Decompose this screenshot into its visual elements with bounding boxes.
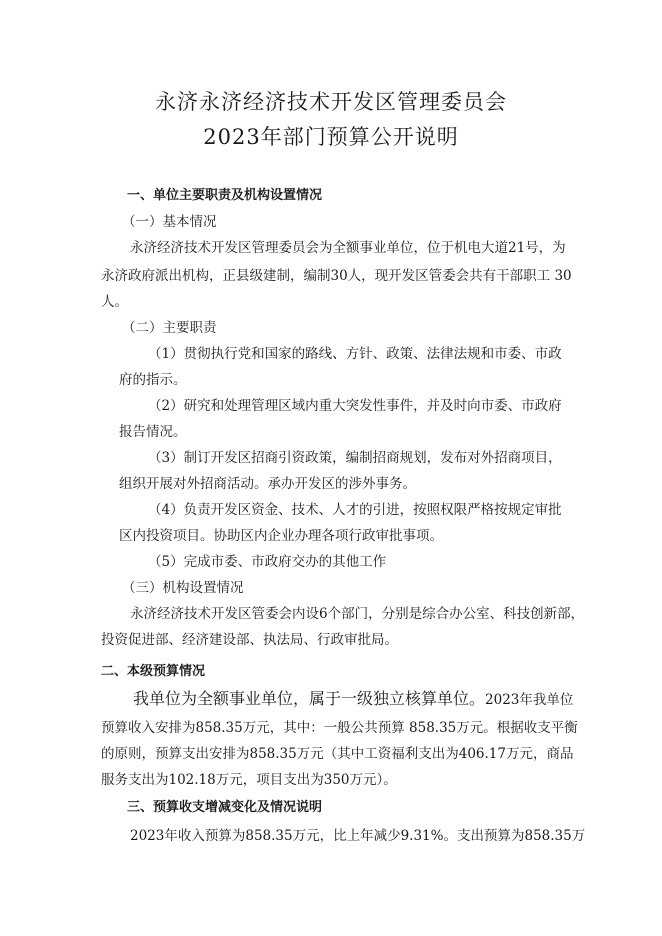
paragraph-line: 的原则，预算支出安排为858.35万元（其中工资福利支出为406.17万元，商品: [101, 746, 574, 762]
paragraph-line: 服务支出为102.18万元，项目支出为350万元）。: [101, 772, 397, 788]
section1-sub2-heading: （二）主要职责: [122, 320, 217, 336]
document-title-line1: 永济永济经济技术开发区管理委员会: [155, 90, 507, 114]
duty-item-2-line1: （2）研究和处理管理区域内重大突发性事件，并及时向市委、市政府: [148, 398, 562, 414]
section3-heading: 三、预算收支增减变化及情况说明: [127, 800, 323, 815]
section1-sub3-heading: （三）机构设置情况: [122, 580, 244, 596]
duty-item-3-line2: 组织开展对外招商活动。承办开发区的涉外事务。: [119, 476, 416, 492]
duty-item-4-line2: 区内投资项目。协助区内企业办理各项行政审批事项。: [119, 528, 443, 544]
duty-item-1-line1: （1）贯彻执行党和国家的路线、方针、政策、法律法规和市委、市政: [148, 346, 562, 362]
section2-first-line: [133, 686, 573, 709]
duty-item-2-line2: 报告情况。: [119, 424, 187, 440]
duty-item-3-line1: （3）制订开发区招商引资政策，编制招商规划，发布对外招商项目，: [148, 450, 562, 466]
duty-item-5-line1: （5）完成市委、市政府交办的其他工作: [148, 554, 387, 570]
paragraph-line: 预算收入安排为858.35万元，其中：一般公共预算 858.35万元。根据收支平衡: [101, 720, 578, 736]
section2-line-tail: 2023年我单位: [485, 692, 574, 708]
section1-sub1-heading: （一）基本情况: [122, 214, 217, 230]
paragraph-line: 投资促进部、经济建设部、执法局、行政审批局。: [101, 632, 398, 648]
paragraph-line: 永济政府派出机构，正县级建制，编制30人，现开发区管委会共有干部职工 30: [101, 268, 572, 284]
section2-heading: 二、本级预算情况: [101, 664, 206, 679]
document-title-line2: 2023年部门预算公开说明: [203, 125, 459, 149]
duty-item-1-line2: 府的指示。: [119, 372, 187, 388]
paragraph-line: 永济经济技术开发区管理委员会为全额事业单位，位于机电大道21号，为: [130, 240, 566, 256]
duty-item-4-line1: （4）负责开发区资金、技术、人才的引进，按照权限严格按规定审批: [148, 502, 562, 518]
paragraph-line: 永济经济技术开发区管委会内设6个部门，分别是综合办公室、科技创新部，: [130, 606, 585, 622]
paragraph-line: 2023年收入预算为858.35万元，比上年减少9.31%。支出预算为858.35万: [130, 828, 586, 844]
paragraph-line: 人。: [101, 294, 128, 310]
section2-lead-text: 我单位为全额事业单位，属于一级独立核算单位。: [133, 689, 486, 708]
section1-heading: 一、单位主要职责及机构设置情况: [127, 188, 323, 203]
